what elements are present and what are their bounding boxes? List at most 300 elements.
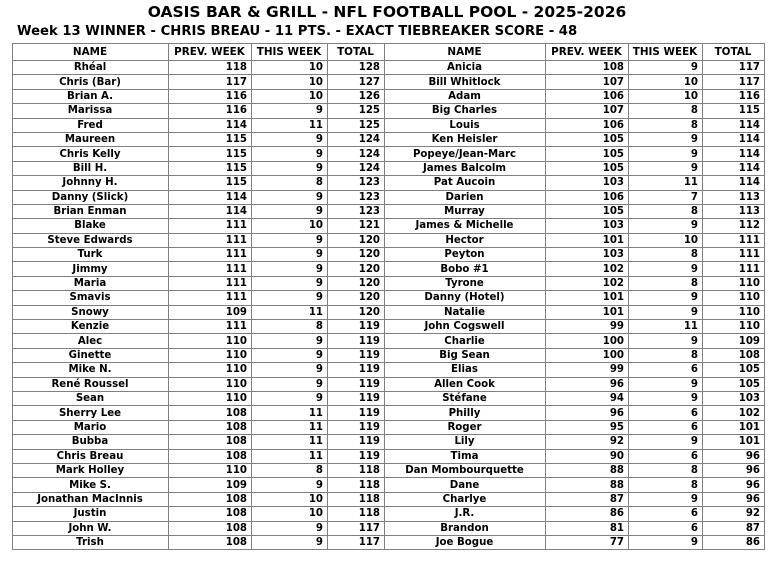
table-row [13,204,765,218]
cell-this-week-left: 9 [252,478,328,492]
table-row [13,535,765,549]
cell-prev-week-left: 114 [169,190,252,204]
table-row [13,521,765,535]
cell-total-left: 125 [328,118,385,132]
cell-name-right: Tima [385,449,546,463]
cell-prev-week-left: 108 [169,449,252,463]
col-header-name-right: NAME [385,44,546,61]
cell-this-week-left: 8 [252,320,328,334]
cell-name-right: Roger [385,420,546,434]
cell-name-right: Natalie [385,305,546,319]
cell-total-left: 120 [328,291,385,305]
cell-this-week-left: 10 [252,75,328,89]
cell-this-week-left: 10 [252,219,328,233]
cell-total-left: 124 [328,147,385,161]
cell-prev-week-right: 95 [546,420,629,434]
cell-name-right: Lily [385,435,546,449]
cell-this-week-left: 8 [252,463,328,477]
cell-total-right: 114 [703,161,765,175]
cell-prev-week-left: 115 [169,176,252,190]
cell-this-week-left: 9 [252,161,328,175]
cell-name-left: Maureen [13,132,169,146]
cell-this-week-right: 6 [629,363,703,377]
cell-name-left: Mark Holley [13,463,169,477]
cell-name-right: Pat Aucoin [385,176,546,190]
cell-total-left: 125 [328,104,385,118]
cell-prev-week-left: 110 [169,463,252,477]
cell-total-right: 110 [703,320,765,334]
col-header-this-week-right: THIS WEEK [629,44,703,61]
cell-this-week-left: 9 [252,348,328,362]
cell-total-right: 101 [703,435,765,449]
cell-this-week-left: 9 [252,104,328,118]
cell-total-left: 119 [328,449,385,463]
cell-total-left: 119 [328,377,385,391]
cell-prev-week-left: 109 [169,478,252,492]
cell-prev-week-right: 103 [546,176,629,190]
cell-this-week-left: 9 [252,147,328,161]
cell-this-week-left: 9 [252,334,328,348]
col-header-this-week-left: THIS WEEK [252,44,328,61]
cell-prev-week-left: 115 [169,147,252,161]
cell-name-left: Justin [13,507,169,521]
cell-prev-week-right: 100 [546,348,629,362]
cell-total-right: 92 [703,507,765,521]
cell-name-left: Blake [13,219,169,233]
cell-this-week-right: 10 [629,233,703,247]
cell-name-left: John W. [13,521,169,535]
cell-this-week-left: 9 [252,204,328,218]
table-row [13,75,765,89]
table-row [13,104,765,118]
cell-prev-week-right: 99 [546,320,629,334]
col-header-total-right: TOTAL [703,44,765,61]
col-header-prev-week-right: PREV. WEEK [546,44,629,61]
cell-prev-week-left: 110 [169,377,252,391]
cell-total-left: 118 [328,478,385,492]
cell-name-left: Bubba [13,435,169,449]
cell-total-right: 113 [703,190,765,204]
cell-name-right: Stéfane [385,391,546,405]
cell-name-right: Anicia [385,61,546,75]
cell-name-right: Tyrone [385,276,546,290]
table-row [13,291,765,305]
cell-this-week-right: 9 [629,161,703,175]
cell-this-week-left: 9 [252,363,328,377]
cell-total-left: 126 [328,89,385,103]
cell-this-week-left: 11 [252,435,328,449]
table-row [13,190,765,204]
cell-total-right: 87 [703,521,765,535]
cell-prev-week-right: 101 [546,305,629,319]
cell-this-week-right: 9 [629,435,703,449]
cell-total-right: 103 [703,391,765,405]
cell-prev-week-left: 115 [169,161,252,175]
cell-name-left: Jonathan MacInnis [13,492,169,506]
cell-total-left: 121 [328,219,385,233]
cell-name-left: Marissa [13,104,169,118]
table-row [13,89,765,103]
cell-this-week-left: 11 [252,118,328,132]
cell-name-left: René Roussel [13,377,169,391]
cell-prev-week-right: 103 [546,248,629,262]
cell-this-week-right: 9 [629,535,703,549]
cell-total-right: 114 [703,132,765,146]
cell-prev-week-right: 88 [546,478,629,492]
cell-this-week-left: 9 [252,262,328,276]
cell-total-left: 119 [328,334,385,348]
cell-total-right: 114 [703,118,765,132]
cell-name-left: Alec [13,334,169,348]
cell-name-left: Steve Edwards [13,233,169,247]
cell-this-week-right: 11 [629,176,703,190]
cell-this-week-right: 9 [629,305,703,319]
cell-total-left: 119 [328,420,385,434]
cell-prev-week-left: 111 [169,248,252,262]
cell-total-left: 118 [328,463,385,477]
cell-total-right: 105 [703,377,765,391]
cell-total-left: 128 [328,61,385,75]
table-row [13,305,765,319]
cell-prev-week-left: 111 [169,320,252,334]
table-row [13,334,765,348]
cell-this-week-right: 10 [629,89,703,103]
table-row [13,478,765,492]
cell-this-week-left: 11 [252,420,328,434]
col-header-total-left: TOTAL [328,44,385,61]
cell-this-week-right: 8 [629,348,703,362]
cell-name-right: Allen Cook [385,377,546,391]
cell-this-week-left: 11 [252,406,328,420]
cell-total-left: 119 [328,363,385,377]
cell-total-right: 109 [703,334,765,348]
cell-this-week-left: 9 [252,391,328,405]
table-row [13,233,765,247]
cell-prev-week-left: 116 [169,104,252,118]
cell-prev-week-right: 90 [546,449,629,463]
cell-this-week-right: 6 [629,521,703,535]
cell-prev-week-left: 115 [169,132,252,146]
cell-prev-week-left: 108 [169,507,252,521]
cell-prev-week-right: 86 [546,507,629,521]
cell-prev-week-right: 103 [546,219,629,233]
table-row [13,449,765,463]
cell-total-right: 113 [703,204,765,218]
cell-name-left: Chris Kelly [13,147,169,161]
table-row [13,176,765,190]
table-row [13,463,765,477]
cell-this-week-right: 9 [629,291,703,305]
cell-name-left: Mike N. [13,363,169,377]
table-row [13,420,765,434]
cell-total-right: 96 [703,449,765,463]
cell-prev-week-right: 107 [546,104,629,118]
table-row [13,435,765,449]
cell-name-left: Ginette [13,348,169,362]
cell-prev-week-right: 106 [546,190,629,204]
cell-this-week-right: 9 [629,147,703,161]
cell-name-right: Danny (Hotel) [385,291,546,305]
cell-name-left: Mario [13,420,169,434]
cell-this-week-right: 6 [629,406,703,420]
table-row [13,348,765,362]
table-row [13,377,765,391]
table-row [13,320,765,334]
cell-name-left: Turk [13,248,169,262]
cell-total-right: 117 [703,61,765,75]
cell-total-left: 123 [328,190,385,204]
cell-total-left: 123 [328,176,385,190]
cell-name-right: Popeye/Jean-Marc [385,147,546,161]
cell-name-left: Danny (Slick) [13,190,169,204]
cell-name-right: James & Michelle [385,219,546,233]
cell-name-right: Murray [385,204,546,218]
cell-total-right: 112 [703,219,765,233]
cell-prev-week-right: 107 [546,75,629,89]
cell-total-right: 115 [703,104,765,118]
cell-prev-week-right: 105 [546,204,629,218]
cell-this-week-left: 9 [252,291,328,305]
table-row [13,219,765,233]
cell-this-week-right: 10 [629,75,703,89]
table-row [13,492,765,506]
cell-total-right: 117 [703,75,765,89]
cell-name-left: Snowy [13,305,169,319]
cell-total-left: 127 [328,75,385,89]
cell-prev-week-right: 77 [546,535,629,549]
cell-prev-week-left: 110 [169,334,252,348]
table-row [13,61,765,75]
cell-name-right: Louis [385,118,546,132]
cell-this-week-right: 8 [629,118,703,132]
cell-this-week-right: 9 [629,391,703,405]
cell-total-right: 110 [703,276,765,290]
cell-name-left: Chris (Bar) [13,75,169,89]
cell-total-right: 111 [703,233,765,247]
cell-this-week-left: 9 [252,190,328,204]
cell-prev-week-right: 96 [546,406,629,420]
header-row [13,44,765,61]
table-row [13,161,765,175]
cell-total-left: 118 [328,507,385,521]
cell-total-left: 119 [328,348,385,362]
cell-name-left: Chris Breau [13,449,169,463]
cell-total-left: 119 [328,406,385,420]
cell-name-right: James Balcolm [385,161,546,175]
cell-this-week-left: 10 [252,61,328,75]
cell-total-left: 117 [328,535,385,549]
cell-name-right: Bobo #1 [385,262,546,276]
cell-total-right: 110 [703,291,765,305]
cell-this-week-right: 9 [629,61,703,75]
cell-total-right: 111 [703,262,765,276]
cell-this-week-left: 9 [252,521,328,535]
cell-prev-week-right: 92 [546,435,629,449]
cell-prev-week-left: 117 [169,75,252,89]
cell-total-left: 123 [328,204,385,218]
cell-total-left: 120 [328,248,385,262]
cell-name-left: Rhéal [13,61,169,75]
cell-prev-week-left: 114 [169,118,252,132]
cell-total-left: 117 [328,521,385,535]
cell-name-right: Joe Bogue [385,535,546,549]
cell-name-right: John Cogswell [385,320,546,334]
cell-this-week-right: 8 [629,478,703,492]
cell-total-left: 118 [328,492,385,506]
cell-total-left: 119 [328,320,385,334]
cell-prev-week-right: 102 [546,276,629,290]
cell-name-left: Fred [13,118,169,132]
cell-total-right: 114 [703,147,765,161]
cell-prev-week-left: 108 [169,492,252,506]
cell-prev-week-left: 111 [169,219,252,233]
cell-prev-week-left: 114 [169,204,252,218]
cell-name-right: Elias [385,363,546,377]
cell-prev-week-left: 116 [169,89,252,103]
cell-prev-week-right: 105 [546,132,629,146]
cell-total-right: 101 [703,420,765,434]
cell-name-right: Hector [385,233,546,247]
cell-prev-week-left: 108 [169,406,252,420]
table-row [13,147,765,161]
cell-name-left: Bill H. [13,161,169,175]
cell-this-week-right: 6 [629,507,703,521]
cell-prev-week-left: 111 [169,233,252,247]
cell-prev-week-right: 106 [546,118,629,132]
cell-this-week-right: 8 [629,104,703,118]
table-row [13,276,765,290]
standings-table [12,43,765,550]
cell-name-right: Peyton [385,248,546,262]
cell-this-week-left: 8 [252,176,328,190]
cell-name-left: Jimmy [13,262,169,276]
cell-name-left: Mike S. [13,478,169,492]
cell-prev-week-left: 109 [169,305,252,319]
cell-this-week-right: 6 [629,449,703,463]
cell-name-left: Kenzie [13,320,169,334]
cell-prev-week-right: 87 [546,492,629,506]
cell-name-left: Brian Enman [13,204,169,218]
cell-total-right: 110 [703,305,765,319]
standings-body [13,61,765,550]
cell-total-left: 120 [328,305,385,319]
cell-prev-week-right: 106 [546,89,629,103]
table-row [13,391,765,405]
cell-this-week-right: 8 [629,276,703,290]
cell-this-week-right: 8 [629,248,703,262]
cell-total-right: 114 [703,176,765,190]
cell-this-week-left: 10 [252,89,328,103]
cell-total-right: 111 [703,248,765,262]
cell-total-right: 86 [703,535,765,549]
cell-this-week-left: 10 [252,507,328,521]
cell-this-week-right: 8 [629,204,703,218]
cell-total-right: 96 [703,492,765,506]
cell-prev-week-right: 94 [546,391,629,405]
cell-this-week-left: 9 [252,276,328,290]
cell-prev-week-right: 101 [546,291,629,305]
cell-this-week-left: 11 [252,305,328,319]
cell-total-left: 124 [328,161,385,175]
cell-prev-week-left: 108 [169,435,252,449]
cell-this-week-right: 8 [629,463,703,477]
table-row [13,363,765,377]
cell-name-right: J.R. [385,507,546,521]
cell-prev-week-right: 108 [546,61,629,75]
cell-name-right: Dane [385,478,546,492]
cell-this-week-left: 10 [252,492,328,506]
table-row [13,262,765,276]
col-header-prev-week-left: PREV. WEEK [169,44,252,61]
cell-prev-week-left: 108 [169,535,252,549]
cell-this-week-left: 9 [252,377,328,391]
cell-name-left: Sherry Lee [13,406,169,420]
cell-name-right: Big Charles [385,104,546,118]
cell-prev-week-right: 102 [546,262,629,276]
cell-this-week-right: 6 [629,420,703,434]
cell-this-week-right: 9 [629,377,703,391]
cell-name-right: Philly [385,406,546,420]
cell-total-left: 120 [328,276,385,290]
cell-total-right: 108 [703,348,765,362]
table-row [13,507,765,521]
cell-this-week-left: 9 [252,233,328,247]
cell-name-right: Ken Heisler [385,132,546,146]
cell-name-right: Darien [385,190,546,204]
cell-prev-week-left: 108 [169,521,252,535]
cell-name-left: Smavis [13,291,169,305]
cell-name-right: Brandon [385,521,546,535]
weekly-winner-subtitle: Week 13 WINNER - CHRIS BREAU - 11 PTS. - EXACT TIEBREAKER SCORE - 48 [17,24,578,39]
cell-this-week-right: 11 [629,320,703,334]
cell-this-week-left: 9 [252,132,328,146]
cell-this-week-left: 11 [252,449,328,463]
cell-prev-week-left: 111 [169,262,252,276]
cell-this-week-right: 9 [629,334,703,348]
cell-prev-week-left: 108 [169,420,252,434]
cell-prev-week-left: 110 [169,363,252,377]
cell-this-week-right: 9 [629,132,703,146]
cell-total-right: 96 [703,478,765,492]
cell-name-left: Trish [13,535,169,549]
cell-name-right: Adam [385,89,546,103]
cell-prev-week-right: 81 [546,521,629,535]
col-header-name-left: NAME [13,44,169,61]
cell-prev-week-right: 96 [546,377,629,391]
cell-total-right: 116 [703,89,765,103]
cell-name-left: Brian A. [13,89,169,103]
cell-prev-week-right: 105 [546,161,629,175]
cell-total-left: 119 [328,391,385,405]
cell-total-left: 120 [328,233,385,247]
cell-total-left: 119 [328,435,385,449]
cell-name-right: Charlie [385,334,546,348]
cell-this-week-right: 9 [629,262,703,276]
cell-prev-week-left: 110 [169,391,252,405]
cell-prev-week-left: 111 [169,276,252,290]
cell-prev-week-right: 88 [546,463,629,477]
cell-name-left: Sean [13,391,169,405]
cell-name-right: Dan Mombourquette [385,463,546,477]
cell-prev-week-left: 110 [169,348,252,362]
table-row [13,406,765,420]
cell-name-right: Bill Whitlock [385,75,546,89]
cell-prev-week-right: 100 [546,334,629,348]
cell-prev-week-right: 105 [546,147,629,161]
cell-total-right: 105 [703,363,765,377]
cell-total-right: 102 [703,406,765,420]
cell-this-week-left: 9 [252,535,328,549]
